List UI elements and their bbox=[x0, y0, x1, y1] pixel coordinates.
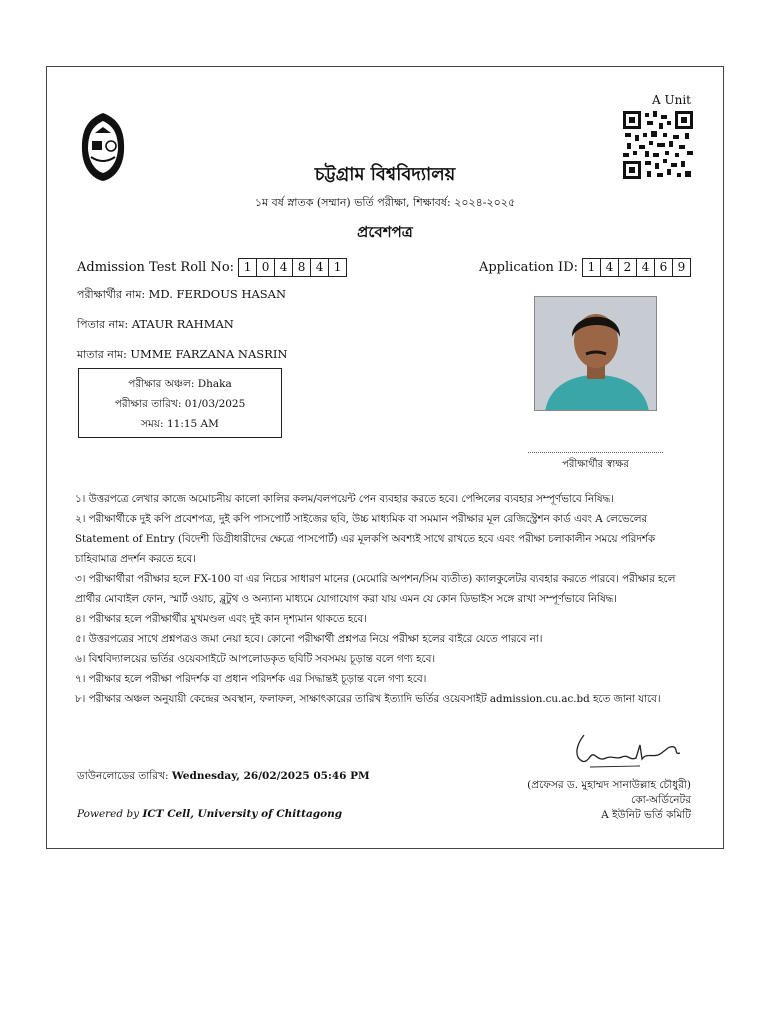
instruction-item: ৭। পরীক্ষার হলে পরীক্ষা পরিদর্শক বা প্রধান পরিদর্শক এর সিদ্ধান্তই চূড়ান্ত বলে গণ্য হবে। bbox=[75, 673, 427, 685]
candidate-signature-label: পরীক্ষার্থীর স্বাক্ষর bbox=[562, 459, 629, 470]
exam-time-label: সময়: bbox=[141, 418, 164, 430]
exam-time: 11:15 AM bbox=[166, 418, 219, 430]
roll-digit: 1 bbox=[333, 260, 342, 274]
exam-time-row bbox=[79, 414, 281, 434]
coordinator-signature-icon bbox=[570, 731, 688, 771]
application-digit: 6 bbox=[655, 259, 673, 276]
roll-number-label: Admission Test Roll No: bbox=[77, 260, 235, 275]
unit-label: A Unit bbox=[652, 93, 691, 107]
roll-digit: 8 bbox=[293, 259, 311, 276]
person-photo-icon bbox=[535, 297, 657, 411]
exam-date-row bbox=[79, 394, 281, 414]
mother-name: UMME FARZANA NASRIN bbox=[130, 347, 288, 361]
application-digit: 2 bbox=[619, 259, 637, 276]
application-digit: 9 bbox=[677, 260, 686, 274]
coordinator-title: কো-অর্ডিনেটর bbox=[630, 794, 691, 806]
exam-date: 01/03/2025 bbox=[184, 398, 246, 410]
exam-date-label: পরীক্ষার তারিখ: bbox=[114, 398, 182, 410]
instruction-item: ২। পরীক্ষার্থীকে দুই কপি প্রবেশপত্র, দুই কপি পাসপোর্ট সাইজের ছবি, উচ্চ মাধ্যমিক বা সমমান পরীক্ষার মূল রেজিস্ট্রেশন কার্ড এবং A লেভেলের Statement of Entry (বিদেশী ডিগ্রীধারীদের ক্ষেত্রে পাসপোর্ট) এর মূলকপি অবশ্যই সাথে রাখতে হবে এবং পরীক্ষা চলাকালীন সময়ে পরিদর্শক চাহিবামাত্র প্রদর্শন করতে হবে। bbox=[75, 513, 656, 565]
father-name-field bbox=[77, 316, 234, 335]
download-date-label: ডাউনলোডের তারিখ: bbox=[77, 770, 169, 782]
instruction-item: ১। উত্তরপত্রে লেখার কাজে অমোচনীয় কালো কালির কলম/বলপয়েন্ট পেন ব্যবহার করতে হবে। পেন্সিলের ব্যবহার সম্পূর্ণভাবে নিষিদ্ধ। bbox=[75, 493, 614, 505]
signature-line bbox=[528, 452, 663, 453]
father-name-label: পিতার নাম: bbox=[77, 318, 129, 331]
exam-zone-label: পরীক্ষার অঞ্চল: bbox=[128, 378, 195, 390]
exam-zone-row bbox=[79, 374, 281, 394]
exam-info-box bbox=[78, 368, 282, 438]
instruction-item: ৬। বিশ্ববিদ্যালয়ের ভর্তির ওয়েবসাইটে আপলোডকৃত ছবিটি সবসময় চূড়ান্ত বলে গণ্য হবে। bbox=[75, 653, 436, 665]
roll-digit: 0 bbox=[257, 259, 275, 276]
university-name: চট্টগ্রাম বিশ্ববিদ্যালয় bbox=[314, 164, 456, 185]
application-digit: 4 bbox=[601, 259, 619, 276]
roll-digit: 1 bbox=[239, 259, 257, 276]
powered-by bbox=[77, 808, 342, 820]
coordinator-block bbox=[527, 778, 691, 823]
exam-zone: Dhaka bbox=[197, 378, 232, 390]
download-date-value: Wednesday, 26/02/2025 05:46 PM bbox=[171, 770, 370, 782]
candidate-name-label: পরীক্ষার্থীর নাম: bbox=[77, 288, 146, 301]
powered-by-org: ICT Cell, University of Chittagong bbox=[142, 808, 343, 820]
instruction-item: ৮। পরীক্ষার অঞ্চল অনুযায়ী কেন্দ্রের অবস্থান, ফলাফল, সাক্ষাৎকারের তারিখ ইত্যাদি ভর্তির ওয়েবসাইট admission.cu.ac.bd হতে জানা যাবে। bbox=[75, 693, 661, 705]
application-digit: 1 bbox=[583, 259, 601, 276]
download-date bbox=[77, 769, 370, 786]
instruction-item: ৩। পরীক্ষার্থীরা পরীক্ষার হলে FX-100 বা এর নিচের সাধারণ মানের (মেমোরি অপশন/সিম ব্যতীত) ক্যালকুলেটর ব্যবহার করতে পারবে। পরীক্ষার হলে প্রার্থীর মোবাইল ফোন, স্মার্ট ওয়াচ, ব্লুটুথ ও অন্যান্য মাধ্যমে যোগাযোগ করা যায় এমন যে কোন ডিভাইস সঙ্গে রাখা সম্পূর্ণভাবে নিষিদ্ধ। bbox=[75, 573, 676, 605]
powered-by-prefix: Powered by bbox=[77, 808, 140, 820]
roll-digit: 4 bbox=[275, 259, 293, 276]
candidate-name: MD. FERDOUS HASAN bbox=[148, 287, 287, 301]
admit-card-title: প্রবেশপত্র bbox=[357, 223, 413, 241]
roll-number-boxes bbox=[238, 258, 347, 277]
coordinator-name: (প্রফেসর ড. মুহাম্মদ সানাউল্লাহ চৌধুরী) bbox=[527, 779, 691, 791]
mother-name-field bbox=[77, 346, 287, 365]
roll-digit: 4 bbox=[311, 259, 329, 276]
application-id-boxes bbox=[582, 258, 691, 277]
instructions-list bbox=[75, 489, 695, 709]
mother-name-label: মাতার নাম: bbox=[77, 348, 127, 361]
application-id-row bbox=[479, 258, 691, 277]
coordinator-committee: A ইউনিট ভর্তি কমিটি bbox=[601, 809, 691, 821]
application-digit: 4 bbox=[637, 259, 655, 276]
candidate-name-field bbox=[77, 286, 286, 305]
roll-number-row bbox=[77, 258, 347, 277]
exam-subtitle: ১ম বর্ষ স্নাতক (সম্মান) ভর্তি পরীক্ষা, শিক্ষাবর্ষ: ২০২৪-২০২৫ bbox=[254, 196, 516, 209]
instruction-item: ৫। উত্তরপত্রের সাথে প্রশ্নপত্রও জমা নেয়া হবে। কোনো পরীক্ষার্থী প্রশ্নপত্র নিয়ে পরীক্ষা হলের বাইরে যেতে পারবে না। bbox=[75, 633, 543, 645]
candidate-photo bbox=[534, 296, 657, 411]
application-id-label: Application ID: bbox=[478, 260, 578, 275]
father-name: ATAUR RAHMAN bbox=[131, 317, 234, 331]
instruction-item: ৪। পরীক্ষার হলে পরীক্ষার্থীর মুখমণ্ডল এবং দুই কান দৃশ্যমান থাকতে হবে। bbox=[75, 613, 367, 625]
admit-card bbox=[46, 66, 724, 849]
